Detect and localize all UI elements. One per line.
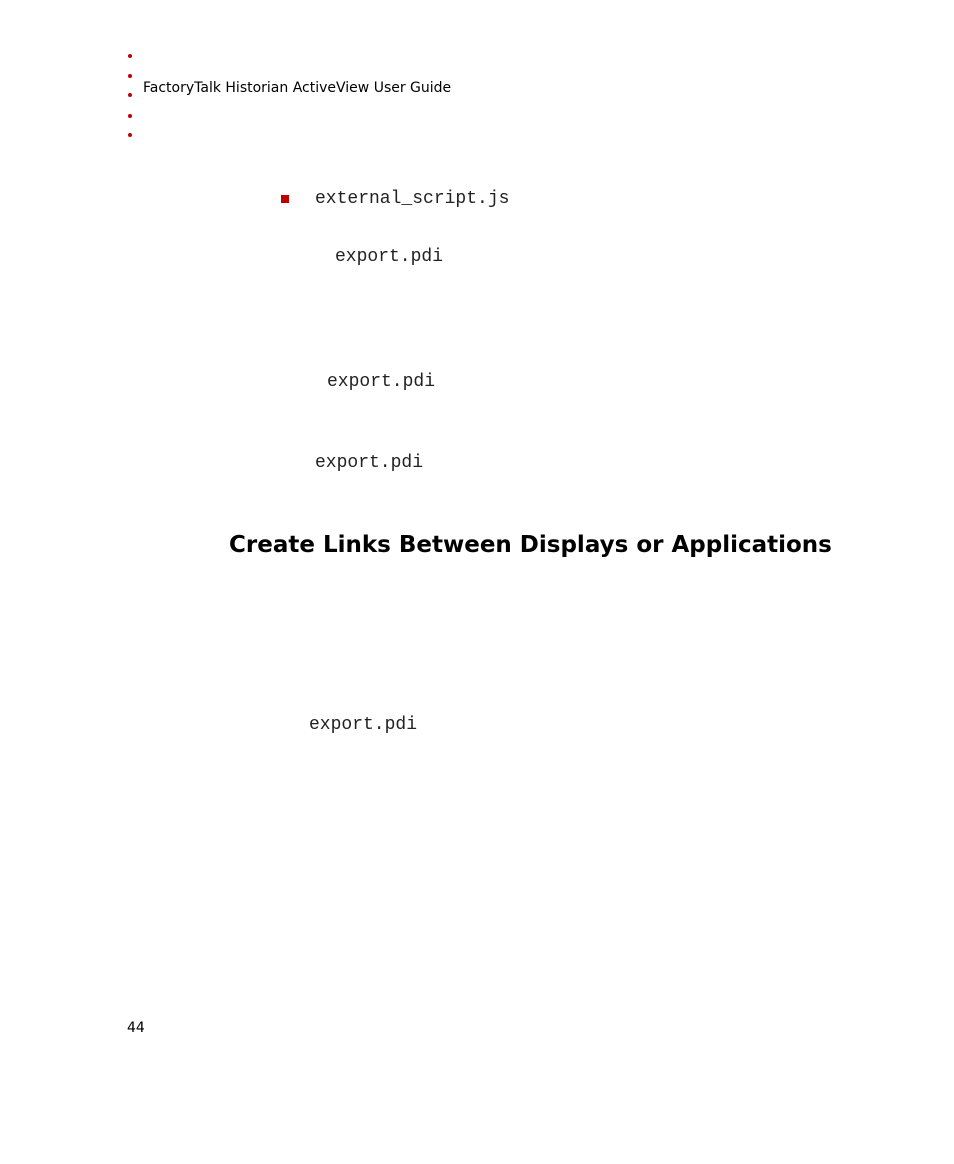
file-reference: export.pdi	[327, 372, 436, 392]
file-reference: export.pdi	[315, 453, 424, 473]
section-heading: Create Links Between Displays or Applications	[229, 532, 832, 558]
file-reference: export.pdi	[335, 247, 444, 267]
running-header-title: FactoryTalk Historian ActiveView User Guide	[143, 80, 452, 96]
header-dot	[128, 133, 132, 137]
page-number: 44	[127, 1020, 145, 1036]
file-reference: export.pdi	[309, 715, 418, 735]
header-dot	[128, 114, 132, 118]
bullet-item-filename: external_script.js	[315, 189, 510, 209]
header-dot	[128, 74, 132, 78]
header-dot	[128, 93, 132, 97]
square-bullet-icon	[281, 195, 289, 203]
header-dot	[128, 54, 132, 58]
